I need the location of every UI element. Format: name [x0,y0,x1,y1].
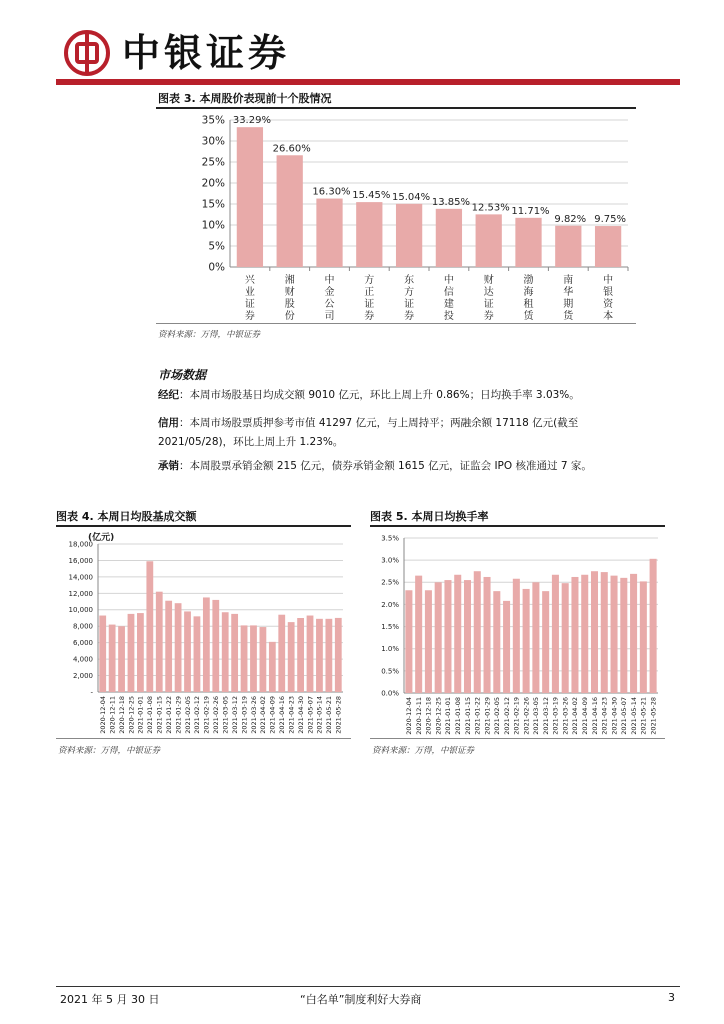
y-tick-label: 1.0% [381,645,399,654]
bar [435,582,442,693]
bar [542,591,549,693]
bar [611,576,618,693]
x-tick-label: 2021-03-19 [551,697,560,735]
y-tick-label: 35% [201,114,225,127]
y-tick-label: 2.0% [381,600,399,609]
bar [454,575,461,693]
figure5-rule [370,525,665,527]
x-tick-label: 2021-01-01 [444,697,453,735]
y-tick-label: 14,000 [68,573,93,582]
x-tick-label: 2021-02-19 [202,696,211,734]
y-tick-label: 6,000 [72,639,93,648]
bar [484,577,491,693]
bar [581,575,588,693]
bar [356,202,382,267]
footer-slogan: “白名单”制度利好大券商 [300,993,422,1006]
x-tick-label: 2021-05-21 [639,697,648,735]
x-tick-label: 渤海租赁 [523,275,534,322]
brokerage-text: ：本周市场股基日均成交额 9010 亿元，环比上周上升 0.86%；日均换手率 3.03%。 [179,389,580,401]
brand-name: 中银证券 [122,30,291,75]
y-tick-label: 2,000 [72,672,93,681]
x-tick-label: 2021-03-05 [532,697,541,735]
bar [146,561,153,692]
bank-logo-icon [64,30,110,76]
x-tick-label: 南华期货 [563,275,574,322]
bar [552,575,559,693]
header-bar [56,79,680,85]
bar [99,616,106,692]
bar [436,209,462,267]
market-section-title: 市场数据 [158,368,207,382]
x-tick-label: 2020-12-18 [424,697,433,735]
x-tick-label: 2021-01-22 [164,696,173,734]
figure3-source: 资料来源：万得，中银证券 [158,330,261,340]
x-tick-label: 2021-04-09 [268,696,277,734]
y-tick-label: 16,000 [68,556,93,565]
bar [571,577,578,693]
figure5-title: 图表 5. 本周日均换手率 [370,510,489,523]
x-tick-label: 2021-03-12 [230,696,239,734]
x-tick-label: 2021-01-08 [454,697,463,735]
bar [297,618,304,692]
bar [212,600,219,692]
x-tick-label: 2021-01-01 [136,696,145,734]
bar [555,226,581,267]
x-tick-label: 2021-05-14 [315,696,324,734]
figure4-source-rule [56,738,351,739]
bar [620,578,627,693]
brokerage-paragraph [158,386,636,405]
credit-label: 信用 [158,417,179,429]
x-tick-label: 中信建投 [443,275,454,322]
figure3-title: 图表 3. 本周股价表现前十个股情况 [158,92,332,105]
bar [165,601,172,692]
bar [316,619,323,692]
x-tick-label: 2021-05-07 [306,696,315,734]
x-tick-label: 2021-04-30 [296,696,305,734]
credit-text: ：本周市场股票质押参考市值 41297 亿元，与上周持平；两融余额 17118 亿元(截至 2021/05/28)，环比上周上升 1.23%。 [158,417,579,448]
bar [396,204,422,267]
x-tick-label: 2021-05-07 [620,697,629,735]
y-tick-label: 4,000 [72,655,93,664]
bar [109,625,116,692]
x-tick-label: 2021-04-02 [259,696,268,734]
x-tick-label: 2021-02-05 [183,696,192,734]
figure4-rule [56,525,351,527]
data-label: 33.29% [232,115,271,127]
bar [137,613,144,692]
x-tick-label: 2021-05-28 [334,696,343,734]
y-tick-label: 2.5% [381,578,399,587]
bar [278,615,285,692]
bar [316,199,342,267]
bar [194,616,201,692]
x-tick-label: 2020-12-25 [127,696,136,734]
bar [493,591,500,693]
data-label: 9.75% [594,214,626,226]
bar [513,579,520,693]
bar [532,582,539,693]
x-tick-label: 2021-02-26 [212,696,221,734]
bar [474,571,481,693]
bar [241,625,248,692]
y-tick-label: 30% [201,135,225,148]
y-tick-label: 8,000 [72,622,93,631]
data-label: 11.71% [511,205,550,217]
x-tick-label: 2021-02-26 [522,697,531,735]
data-label: 12.53% [471,202,510,214]
figure5-source: 资料来源：万得，中银证券 [372,746,475,756]
bar [269,642,276,692]
x-tick-label: 2021-05-14 [629,697,638,735]
x-tick-label: 2020-12-18 [117,696,126,734]
footer-date: 2021 年 5 月 30 日 [60,993,160,1006]
x-tick-label: 2020-12-25 [434,697,443,735]
y-axis-label: (亿元) [88,533,115,543]
x-tick-label: 2021-01-22 [473,697,482,735]
data-label: 15.04% [392,191,431,203]
figure4-chart [56,528,351,736]
y-tick-label: 0.0% [381,689,399,698]
x-tick-label: 湘财股份 [284,275,295,322]
bar [237,127,263,267]
x-tick-label: 2021-01-15 [155,696,164,734]
x-tick-label: 2020-12-04 [405,697,414,735]
x-tick-label: 方正证券 [364,275,375,322]
x-tick-label: 2021-04-09 [581,697,590,735]
x-tick-label: 2021-01-29 [174,696,183,734]
x-tick-label: 2021-03-26 [249,696,258,734]
x-tick-label: 2021-01-29 [483,697,492,735]
bar [260,627,267,692]
bar [515,218,541,267]
x-tick-label: 2021-04-30 [610,697,619,735]
bar [464,580,471,693]
x-tick-label: 财达证券 [483,275,494,322]
bar [231,614,238,692]
x-tick-label: 2021-05-21 [325,696,334,734]
data-label: 26.60% [272,143,311,155]
y-tick-label: 25% [201,156,225,169]
x-tick-label: 中金公司 [324,275,335,322]
x-tick-label: 2020-12-11 [414,697,423,735]
x-tick-label: 2021-03-12 [541,697,550,735]
y-tick-label: 5% [208,240,225,253]
x-tick-label: 2021-03-05 [221,696,230,734]
figure4-title: 图表 4. 本周日均股基成交额 [56,510,197,523]
x-tick-label: 2021-04-23 [287,696,296,734]
x-tick-label: 2021-02-19 [512,697,521,735]
y-tick-label: 12,000 [68,589,93,598]
x-tick-label: 2020-12-11 [108,696,117,734]
y-tick-label: 10% [201,219,225,232]
footer-rule [56,986,680,987]
credit-paragraph [158,414,636,452]
x-tick-label: 2021-01-15 [463,697,472,735]
bar [307,616,314,692]
bar [156,592,163,692]
figure3-source-rule [156,323,636,324]
data-label: 13.85% [431,196,470,208]
x-tick-label: 2021-02-05 [493,697,502,735]
x-tick-label: 2021-04-23 [600,697,609,735]
y-tick-label: 1.5% [381,623,399,632]
x-tick-label: 2021-04-16 [590,697,599,735]
bar [476,214,502,267]
x-tick-label: 2021-02-12 [193,696,202,734]
figure4-source: 资料来源：万得，中银证券 [58,746,161,756]
y-tick-label: 18,000 [68,540,93,549]
y-tick-label: 0.5% [381,667,399,676]
figure5-chart [370,528,665,736]
bar [118,626,125,692]
x-tick-label: 2021-04-16 [278,696,287,734]
bar [650,559,657,693]
x-tick-label: 2021-05-28 [649,697,658,735]
x-tick-label: 2021-03-26 [561,697,570,735]
x-tick-label: 2021-01-08 [146,696,155,734]
bar [523,589,530,693]
x-tick-label: 东方证券 [404,275,415,322]
x-tick-label: 2021-02-12 [502,697,511,735]
x-tick-label: 2021-04-02 [571,697,580,735]
bar [288,622,295,692]
brokerage-label: 经纪 [158,389,179,401]
data-label: 15.45% [352,190,391,202]
bar [503,601,510,693]
bar [277,155,303,267]
bar [591,571,598,693]
y-tick-label: 3.0% [381,556,399,565]
y-tick-label: 20% [201,177,225,190]
x-tick-label: 2021-03-19 [240,696,249,734]
bar [601,572,608,693]
bar [203,597,210,692]
figure3-chart [156,110,636,322]
y-tick-label: - [90,688,93,697]
underwriting-paragraph [158,457,636,476]
y-tick-label: 0% [208,261,225,274]
page-number: 3 [668,991,675,1004]
y-tick-label: 15% [201,198,225,211]
bar [128,614,135,692]
data-label: 9.82% [554,213,587,225]
bar [250,625,257,692]
x-tick-label: 2020-12-04 [98,696,107,734]
bar [630,574,637,693]
bar [444,580,451,693]
x-tick-label: 兴业证券 [244,275,255,322]
bar [184,611,191,692]
y-tick-label: 3.5% [381,534,399,543]
underwriting-label: 承销 [158,460,179,472]
figure3-rule [156,107,636,109]
bar [562,583,569,693]
figure5-source-rule [370,738,665,739]
data-label: 16.30% [312,186,351,198]
bar [222,612,229,692]
bar [405,590,412,693]
bar [175,603,182,692]
bar [335,618,342,692]
y-tick-label: 10,000 [68,606,93,615]
bar [415,576,422,693]
bar [640,581,647,693]
bar [425,590,432,693]
underwriting-text: ：本周股票承销金额 215 亿元，债券承销金额 1615 亿元，证监会 IPO 核准通过 7 家。 [179,460,592,472]
bar [325,619,332,692]
x-tick-label: 中银资本 [603,275,614,322]
bar [595,226,621,267]
